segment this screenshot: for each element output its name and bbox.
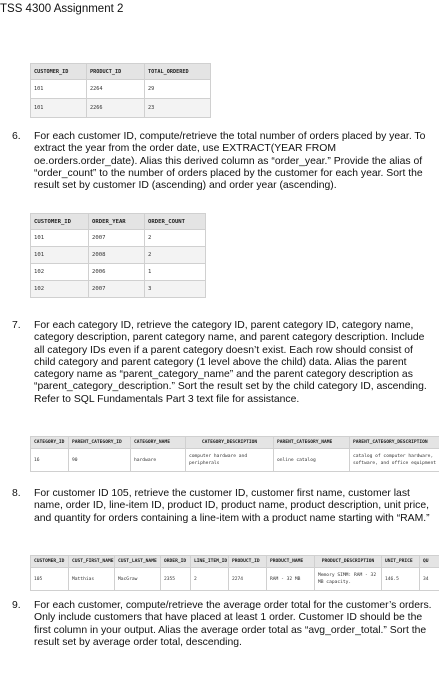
table-row <box>31 281 206 298</box>
question-text: For each customer ID, compute/retrieve the total number of orders placed by year. To extract the year from the order date, use EXTRACT(YEAR FROM oe.orders.order_date). Alias this derived column as “order_year.” Provide the alias of “order_count” to the number of orders placed by the customer for each year. Sort the result set by customer ID (ascending) and order year (ascending). <box>34 131 426 192</box>
column-header: CATEGORY_ID <box>31 437 69 449</box>
table-header-row <box>31 214 206 230</box>
question-text: For each customer, compute/retrieve the average order total for the customer’s orders. Only include customers that have placed at least 1 order. Customer ID should be the first column in your output. Alias the average order total as “avg_order_total.” Sort the result set by average order total, descending. <box>34 600 432 648</box>
column-header: ORDER_COUNT <box>145 214 206 230</box>
table-cell: hardware <box>131 449 186 472</box>
table-cell: 2 <box>191 568 229 591</box>
table-row <box>31 80 211 99</box>
table-row <box>31 264 206 281</box>
table-cell: 2264 <box>87 80 145 99</box>
table-row <box>31 568 439 591</box>
table-cell: 101 <box>31 99 87 118</box>
table-cell: catalog of computer hardware, software, and office equipment <box>350 449 439 472</box>
table-cell: 2266 <box>87 99 145 118</box>
question-text: For each category ID, retrieve the category ID, parent category ID, category name, category description, parent category name, and parent category description. Include all category IDs even if a parent category doesn’t exist. Each row should consist of child category and parent category (1 level above the child) data. Alias the parent category name as “parent_category_name” and the parent category description as “parent_category_description.” Sort the result set by the child category ID, ascending. Refer to SQL Fundamentals Part 3 text file for assistance. <box>34 320 427 405</box>
table-header-row <box>31 64 211 80</box>
column-header: CUST_FIRST_NAME <box>69 556 115 568</box>
question-6 <box>12 131 434 192</box>
column-header: PARENT_CATEGORY_ID <box>69 437 131 449</box>
table-cell: 102 <box>31 281 89 298</box>
table-cell: 1 <box>145 264 206 281</box>
question-7 <box>12 320 434 406</box>
column-header: CUSTOMER_ID <box>31 556 69 568</box>
table-cell: 2355 <box>161 568 191 591</box>
table-cell: 2007 <box>89 281 145 298</box>
question-number: 6. <box>12 131 21 142</box>
result-table-customer-ram-orders <box>30 555 439 591</box>
table-cell: Matthias <box>69 568 115 591</box>
table-header-row <box>31 437 439 449</box>
column-header: PRODUCT_ID <box>229 556 267 568</box>
question-text: For customer ID 105, retrieve the customer ID, customer first name, customer last name, order ID, line-item ID, product ID, product name, product description, unit price, and quantity for orders containing a line-item with a product name starting with “RAM.” <box>34 488 430 524</box>
table-cell: online catalog <box>274 449 350 472</box>
column-header: CUSTOMER_ID <box>31 214 89 230</box>
table-cell: 16 <box>31 449 69 472</box>
result-table-order-count <box>30 213 206 298</box>
table-cell: 2006 <box>89 264 145 281</box>
table-cell: MacGraw <box>115 568 161 591</box>
column-header: PRODUCT_DESCRIPTION <box>315 556 382 568</box>
table-row <box>31 99 211 118</box>
table-cell: 146.5 <box>382 568 420 591</box>
column-header: PARENT_CATEGORY_DESCRIPTION <box>350 437 439 449</box>
table-cell: 105 <box>31 568 69 591</box>
table-cell: RAM - 32 MB <box>267 568 315 591</box>
table-cell: Memory SIMM: RAM - 32 MB capacity. <box>315 568 382 591</box>
column-header: CATEGORY_NAME <box>131 437 186 449</box>
table-cell: 101 <box>31 80 87 99</box>
question-9 <box>12 600 434 649</box>
column-header: QU <box>420 556 439 568</box>
question-number: 9. <box>12 600 21 611</box>
column-header: PARENT_CATEGORY_NAME <box>274 437 350 449</box>
table-cell: 90 <box>69 449 131 472</box>
table-row <box>31 230 206 247</box>
column-header: CATEGORY_DESCRIPTION <box>186 437 274 449</box>
column-header: CUST_LAST_NAME <box>115 556 161 568</box>
column-header: LINE_ITEM_ID <box>191 556 229 568</box>
question-number: 7. <box>12 320 21 331</box>
table-cell: 3 <box>145 281 206 298</box>
table-cell: 101 <box>31 230 89 247</box>
table-cell: 101 <box>31 247 89 264</box>
table-cell: 23 <box>145 99 211 118</box>
table-header-row <box>31 556 439 568</box>
table-cell: 2 <box>145 230 206 247</box>
document-title: TSS 4300 Assignment 2 <box>0 3 124 15</box>
column-header: PRODUCT_ID <box>87 64 145 80</box>
table-cell: 2007 <box>89 230 145 247</box>
table-cell: 2 <box>145 247 206 264</box>
column-header: CUSTOMER_ID <box>31 64 87 80</box>
table-cell: 2008 <box>89 247 145 264</box>
table-row <box>31 449 439 472</box>
table-cell: 102 <box>31 264 89 281</box>
column-header: ORDER_YEAR <box>89 214 145 230</box>
column-header: TOTAL_ORDERED <box>145 64 211 80</box>
result-table-customer-product <box>30 63 211 118</box>
column-header: PRODUCT_NAME <box>267 556 315 568</box>
question-8 <box>12 488 434 525</box>
column-header: UNIT_PRICE <box>382 556 420 568</box>
question-number: 8. <box>12 488 21 499</box>
table-cell: 34 <box>420 568 439 591</box>
table-cell: 29 <box>145 80 211 99</box>
column-header: ORDER_ID <box>161 556 191 568</box>
table-cell: computer hardware and peripherals <box>186 449 274 472</box>
table-cell: 2274 <box>229 568 267 591</box>
result-table-categories <box>30 436 439 472</box>
table-row <box>31 247 206 264</box>
